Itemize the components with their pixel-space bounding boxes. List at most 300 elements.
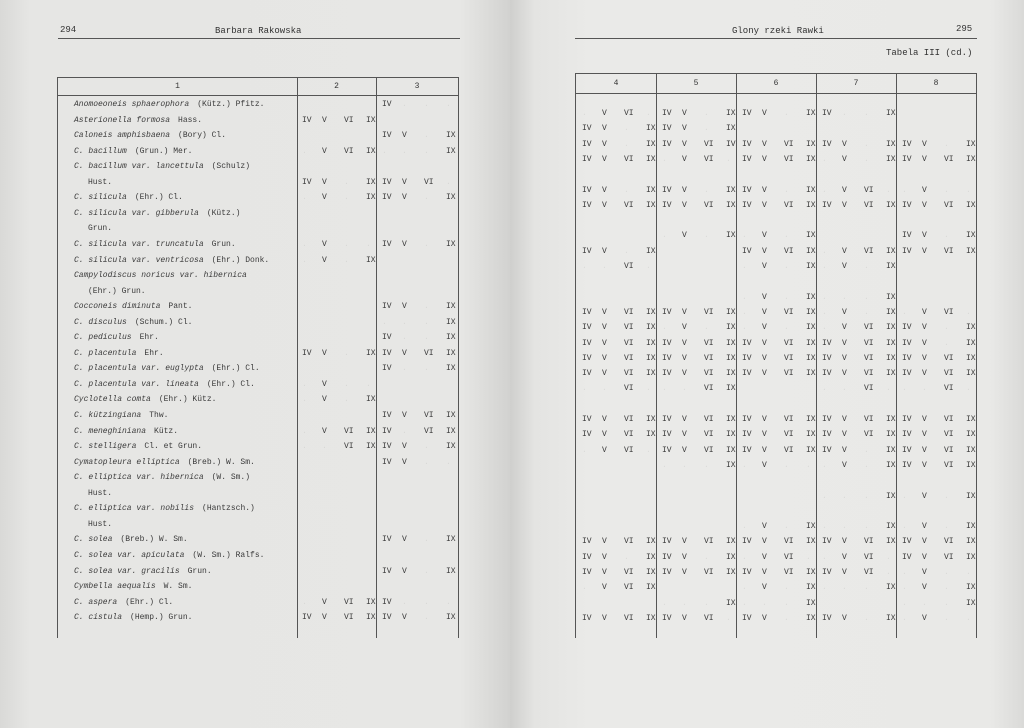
empty-month-slot: .	[382, 146, 387, 156]
empty-month-slot: .	[402, 146, 407, 156]
empty-month-slot: .	[742, 522, 747, 532]
empty-month-slot: .	[646, 262, 651, 271]
occurrence-cell	[578, 245, 658, 259]
empty-month-slot: .	[842, 292, 847, 302]
header-rule	[575, 38, 977, 39]
month-mark: V	[682, 323, 687, 333]
month-mark: IX	[366, 146, 376, 156]
species-name: C. cistula	[74, 613, 123, 623]
month-mark: IX	[646, 307, 656, 317]
occurrence-cell	[738, 459, 818, 473]
column-header-1: 1	[175, 82, 180, 91]
month-mark: IX	[726, 552, 736, 562]
occurrence-cell	[658, 413, 738, 427]
month-mark: IV	[382, 535, 392, 545]
month-mark: VI	[624, 109, 634, 118]
occurrence-cell	[898, 321, 978, 335]
species-name: Anomoeoneis sphaerophora	[74, 100, 190, 109]
month-mark: IX	[446, 146, 456, 156]
month-mark: IX	[446, 411, 456, 420]
species-row	[74, 549, 264, 563]
month-mark: V	[682, 307, 687, 317]
month-mark: V	[682, 200, 687, 210]
species-authority: Grun.	[88, 224, 113, 234]
empty-month-slot: .	[624, 185, 629, 195]
month-mark: IV	[582, 415, 592, 424]
empty-month-slot: .	[624, 552, 629, 562]
species-authority: (Schum.) Cl.	[134, 317, 193, 327]
species-row	[74, 129, 226, 143]
month-mark: IX	[646, 139, 656, 149]
empty-month-slot: .	[944, 613, 949, 623]
empty-month-slot: .	[902, 583, 907, 593]
month-mark: V	[682, 415, 687, 424]
species-authority: (Ehr.) Cl.	[206, 379, 255, 389]
occurrence-cell	[378, 362, 458, 376]
occurrence-cell	[738, 551, 818, 565]
empty-month-slot: .	[864, 262, 869, 271]
month-mark: IX	[446, 364, 456, 374]
month-mark: IX	[646, 124, 656, 134]
month-mark: IX	[646, 246, 656, 256]
month-mark: IV	[822, 338, 832, 348]
occurrence-cell	[658, 382, 738, 396]
column-header-3: 3	[414, 82, 420, 91]
month-mark: IV	[902, 415, 912, 424]
month-mark: IX	[646, 568, 656, 577]
month-mark: IX	[366, 255, 376, 265]
month-mark: IX	[886, 613, 896, 623]
occurrence-cell	[738, 597, 818, 611]
empty-month-slot: .	[646, 109, 651, 118]
occurrence-cell	[578, 260, 658, 274]
month-mark: VI	[944, 460, 954, 470]
month-mark: IV	[382, 597, 392, 607]
empty-month-slot: .	[742, 460, 747, 470]
month-mark: IV	[742, 369, 752, 379]
month-mark: VI	[624, 384, 634, 394]
empty-month-slot: .	[302, 193, 307, 203]
month-mark: V	[602, 552, 607, 562]
empty-month-slot: .	[582, 583, 587, 593]
month-mark: IV	[582, 139, 592, 149]
month-mark: VI	[424, 348, 434, 358]
month-mark: IV	[742, 200, 752, 210]
empty-month-slot: .	[424, 302, 429, 312]
month-mark: IV	[382, 411, 392, 420]
month-mark: V	[922, 200, 927, 210]
column-header-5: 5	[693, 79, 699, 88]
species-row	[74, 425, 178, 439]
occurrence-cell	[298, 440, 378, 454]
month-mark: IX	[646, 200, 656, 210]
month-mark: IX	[886, 109, 896, 118]
empty-month-slot: .	[902, 307, 907, 317]
month-mark: IV	[742, 109, 752, 118]
empty-month-slot: .	[864, 139, 869, 149]
empty-month-slot: .	[784, 460, 789, 470]
month-mark: VI	[624, 369, 634, 379]
month-mark: IV	[582, 568, 592, 577]
month-mark: IV	[662, 338, 672, 348]
empty-month-slot: .	[784, 323, 789, 333]
month-mark: IX	[646, 185, 656, 195]
month-mark: V	[842, 460, 847, 470]
month-mark: V	[402, 193, 407, 203]
empty-month-slot: .	[966, 613, 971, 623]
species-name: C. stelligera	[74, 442, 137, 452]
empty-month-slot: .	[662, 598, 667, 608]
month-mark: V	[322, 146, 327, 156]
occurrence-cell	[298, 393, 378, 407]
occurrence-cell	[578, 107, 658, 121]
empty-month-slot: .	[822, 323, 827, 333]
empty-month-slot: .	[902, 522, 907, 532]
month-mark: IX	[886, 139, 896, 149]
species-row	[80, 176, 112, 190]
month-mark: VI	[864, 415, 874, 424]
occurrence-cell	[818, 199, 898, 213]
month-mark: IX	[726, 430, 736, 440]
empty-month-slot: .	[682, 460, 687, 470]
month-mark: VI	[944, 369, 954, 379]
empty-month-slot: .	[624, 246, 629, 256]
occurrence-cell	[738, 566, 818, 580]
month-mark: VI	[784, 537, 794, 547]
empty-month-slot: .	[944, 323, 949, 333]
month-mark: IV	[582, 246, 592, 256]
occurrence-cell	[898, 352, 978, 366]
month-mark: IX	[806, 415, 816, 424]
month-mark: V	[922, 583, 927, 593]
month-mark: IV	[902, 369, 912, 379]
occurrence-cell	[578, 367, 658, 381]
month-mark: IX	[806, 200, 816, 210]
occurrence-table	[575, 73, 977, 638]
empty-month-slot: .	[424, 566, 429, 576]
month-mark: V	[762, 445, 767, 455]
month-mark: V	[682, 353, 687, 363]
month-mark: IV	[902, 200, 912, 210]
column-header-8: 8	[933, 79, 939, 88]
empty-month-slot: .	[864, 292, 869, 302]
occurrence-cell	[898, 490, 978, 504]
month-mark: VI	[344, 426, 354, 436]
month-mark: IX	[886, 369, 896, 379]
month-mark: IX	[726, 109, 736, 118]
species-row	[74, 98, 264, 112]
empty-month-slot: .	[944, 139, 949, 149]
occurrence-cell	[818, 138, 898, 152]
empty-month-slot: .	[944, 568, 949, 577]
occurrence-cell	[378, 347, 458, 361]
month-mark: VI	[424, 426, 434, 436]
occurrence-cell	[658, 153, 738, 167]
species-row	[74, 238, 236, 252]
empty-month-slot: .	[704, 598, 709, 608]
occurrence-cell	[738, 352, 818, 366]
month-mark: IX	[446, 535, 456, 545]
empty-month-slot: .	[682, 598, 687, 608]
species-row	[74, 114, 202, 128]
occurrence-cell	[578, 321, 658, 335]
month-mark: VI	[424, 411, 434, 420]
month-mark: IX	[446, 317, 456, 327]
empty-month-slot: .	[822, 384, 827, 394]
column-header-2: 2	[334, 82, 339, 91]
occurrence-cell	[578, 413, 658, 427]
occurrence-cell	[658, 367, 738, 381]
month-mark: V	[322, 379, 327, 389]
month-mark: VI	[864, 552, 874, 562]
empty-month-slot: .	[944, 491, 949, 501]
occurrence-cell	[738, 428, 818, 442]
occurrence-cell	[818, 352, 898, 366]
month-mark: VI	[704, 430, 714, 440]
month-mark: IV	[822, 537, 832, 547]
occurrence-cell	[658, 566, 738, 580]
empty-month-slot: .	[322, 442, 327, 452]
empty-month-slot: .	[582, 262, 587, 271]
month-mark: IX	[966, 537, 976, 547]
occurrence-cell	[658, 535, 738, 549]
month-mark: IV	[382, 426, 392, 436]
empty-month-slot: .	[402, 100, 407, 109]
occurrence-cell	[578, 184, 658, 198]
month-mark: VI	[704, 613, 714, 623]
month-mark: IX	[886, 323, 896, 333]
occurrence-cell	[298, 238, 378, 252]
month-mark: IX	[886, 307, 896, 317]
occurrence-cell	[738, 535, 818, 549]
empty-month-slot: .	[966, 384, 971, 394]
month-mark: IX	[646, 430, 656, 440]
occurrence-cell	[658, 444, 738, 458]
month-mark: IX	[446, 566, 456, 576]
empty-month-slot: .	[424, 193, 429, 203]
species-name: C. placentula var. lineata	[74, 379, 199, 389]
month-mark: IX	[806, 430, 816, 440]
occurrence-cell	[658, 612, 738, 626]
month-mark: VI	[944, 353, 954, 363]
species-row	[74, 565, 212, 579]
species-row	[74, 145, 192, 159]
month-mark: VI	[624, 430, 634, 440]
empty-month-slot: .	[302, 239, 307, 249]
occurrence-cell	[578, 535, 658, 549]
empty-month-slot: .	[402, 364, 407, 374]
empty-month-slot: .	[682, 384, 687, 394]
occurrence-cell	[658, 306, 738, 320]
species-row	[74, 378, 255, 392]
empty-month-slot: .	[864, 154, 869, 164]
month-mark: IV	[902, 552, 912, 562]
month-mark: IX	[446, 442, 456, 452]
month-mark: IV	[582, 369, 592, 379]
occurrence-cell	[378, 98, 458, 112]
species-name: C. placentula var. euglypta	[74, 364, 204, 374]
empty-month-slot: .	[742, 598, 747, 608]
month-mark: VI	[344, 613, 354, 623]
species-name: C. silicula var. truncatula	[74, 239, 204, 249]
occurrence-cell	[818, 459, 898, 473]
empty-month-slot: .	[864, 491, 869, 501]
month-mark: IX	[646, 552, 656, 562]
month-mark: IX	[726, 124, 736, 134]
month-mark: VI	[624, 415, 634, 424]
month-mark: IV	[662, 139, 672, 149]
month-mark: VI	[944, 384, 954, 394]
empty-month-slot: .	[424, 317, 429, 327]
occurrence-cell	[898, 337, 978, 351]
month-mark: V	[402, 442, 407, 452]
occurrence-cell	[658, 428, 738, 442]
month-mark: IV	[742, 154, 752, 164]
month-mark: IX	[646, 613, 656, 623]
month-mark: IX	[886, 430, 896, 440]
empty-month-slot: .	[842, 583, 847, 593]
month-mark: VI	[864, 568, 874, 577]
month-mark: IV	[662, 185, 672, 195]
month-mark: IX	[806, 262, 816, 271]
month-mark: IX	[966, 369, 976, 379]
month-mark: VI	[704, 307, 714, 317]
month-mark: IV	[822, 200, 832, 210]
month-mark: V	[922, 323, 927, 333]
month-mark: V	[762, 369, 767, 379]
occurrence-cell	[298, 596, 378, 610]
month-mark: VI	[784, 552, 794, 562]
month-mark: V	[682, 154, 687, 164]
month-mark: IV	[902, 139, 912, 149]
occurrence-cell	[378, 238, 458, 252]
month-mark: IX	[726, 323, 736, 333]
month-mark: V	[682, 568, 687, 577]
empty-month-slot: .	[902, 568, 907, 577]
month-mark: IX	[646, 338, 656, 348]
empty-month-slot: .	[302, 426, 307, 436]
empty-month-slot: .	[822, 246, 827, 256]
occurrence-cell	[298, 114, 378, 128]
month-mark: VI	[704, 154, 714, 164]
month-mark: IV	[742, 185, 752, 195]
month-mark: IX	[806, 522, 816, 532]
month-mark: IX	[446, 613, 456, 623]
month-mark: V	[922, 185, 927, 195]
month-mark: IX	[886, 154, 896, 164]
empty-month-slot: .	[704, 552, 709, 562]
empty-month-slot: .	[864, 522, 869, 532]
occurrence-cell	[658, 597, 738, 611]
month-mark: VI	[704, 445, 714, 455]
month-mark: VI	[344, 597, 354, 607]
month-mark: IV	[822, 415, 832, 424]
month-mark: IV	[382, 333, 392, 343]
occurrence-cell	[898, 229, 978, 243]
occurrence-cell	[578, 382, 658, 396]
month-mark: IX	[886, 491, 896, 501]
occurrence-cell	[578, 199, 658, 213]
month-mark: V	[922, 246, 927, 256]
month-mark: VI	[944, 154, 954, 164]
empty-month-slot: .	[366, 239, 371, 249]
empty-month-slot: .	[446, 177, 451, 187]
running-head: Barbara Rakowska	[215, 26, 302, 36]
month-mark: VI	[704, 415, 714, 424]
empty-month-slot: .	[822, 307, 827, 317]
month-mark: IX	[806, 185, 816, 195]
occurrence-cell	[378, 409, 458, 423]
occurrence-cell	[378, 596, 458, 610]
month-mark: VI	[864, 384, 874, 394]
month-mark: IV	[822, 369, 832, 379]
empty-month-slot: .	[662, 231, 667, 241]
month-mark: VI	[344, 442, 354, 452]
occurrence-cell	[578, 153, 658, 167]
empty-month-slot: .	[822, 185, 827, 195]
month-mark: IV	[662, 369, 672, 379]
month-mark: VI	[624, 200, 634, 210]
month-mark: IV	[382, 613, 392, 623]
occurrence-cell	[738, 184, 818, 198]
month-mark: IV	[382, 348, 392, 358]
month-mark: V	[682, 185, 687, 195]
empty-month-slot: .	[966, 568, 971, 577]
month-mark: IV	[582, 552, 592, 562]
month-mark: V	[402, 566, 407, 576]
month-mark: V	[922, 338, 927, 348]
month-mark: IX	[966, 552, 976, 562]
month-mark: IX	[806, 323, 816, 333]
occurrence-cell	[578, 551, 658, 565]
empty-month-slot: .	[864, 583, 869, 593]
occurrence-cell	[818, 321, 898, 335]
month-mark: V	[762, 415, 767, 424]
month-mark: VI	[344, 146, 354, 156]
empty-month-slot: .	[582, 109, 587, 118]
month-mark: VI	[864, 338, 874, 348]
species-authority: Ehr.	[139, 333, 159, 343]
month-mark: IV	[742, 430, 752, 440]
month-mark: V	[842, 537, 847, 547]
running-head: Glony rzeki Rawki	[732, 26, 824, 36]
empty-month-slot: .	[344, 348, 349, 358]
empty-month-slot: .	[662, 384, 667, 394]
species-row	[74, 191, 183, 205]
species-name: Cyclotella comta	[74, 395, 151, 405]
month-mark: IV	[382, 566, 392, 576]
month-mark: IV	[902, 445, 912, 455]
species-row	[74, 393, 216, 407]
month-mark: V	[842, 323, 847, 333]
month-mark: V	[842, 552, 847, 562]
empty-month-slot: .	[886, 185, 891, 195]
month-mark: IX	[646, 583, 656, 593]
month-mark: IV	[382, 302, 392, 312]
empty-month-slot: .	[902, 384, 907, 394]
species-authority: Hass.	[178, 115, 203, 125]
month-mark: IV	[662, 109, 672, 118]
occurrence-cell	[578, 138, 658, 152]
month-mark: IV	[582, 338, 592, 348]
empty-month-slot: .	[902, 598, 907, 608]
month-mark: V	[762, 292, 767, 302]
month-mark: V	[762, 246, 767, 256]
month-mark: VI	[624, 568, 634, 577]
empty-month-slot: .	[366, 379, 371, 389]
empty-month-slot: .	[302, 146, 307, 156]
month-mark: V	[322, 395, 327, 405]
